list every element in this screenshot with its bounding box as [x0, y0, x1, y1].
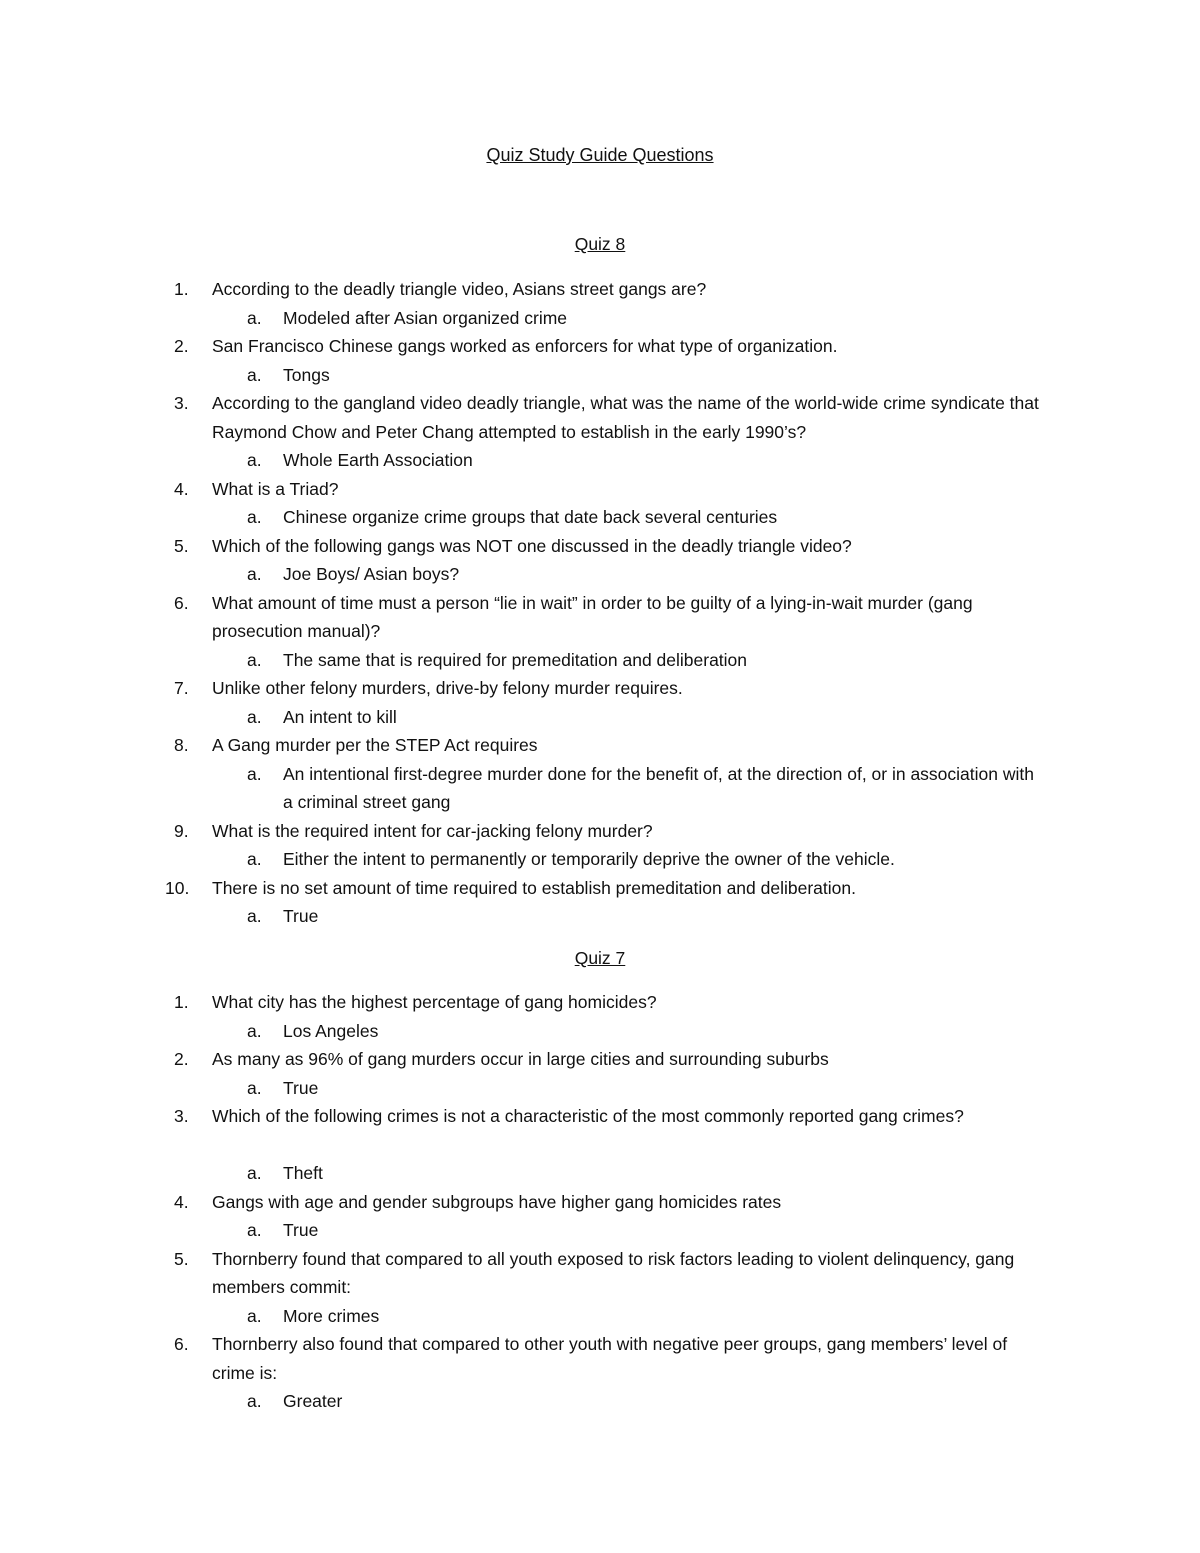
answer-text: True — [283, 906, 319, 926]
question-text: Thornberry also found that compared to other youth with negative peer groups, gang members’ level of crime is: — [212, 1334, 1008, 1383]
question-number: 5. — [174, 535, 189, 556]
question-number: 2. — [174, 336, 189, 356]
question-text: San Francisco Chinese gangs worked as enforcers for what type of organization. — [212, 336, 838, 356]
question-text: What amount of time must a person “lie in wait” in order to be guilty of a lying-in-wait murder (gang prosecution manual)? — [212, 592, 973, 641]
question-number: 1. — [174, 279, 189, 299]
question-text: A Gang murder per the STEP Act requires — [212, 735, 538, 755]
question-number: 3. — [174, 393, 189, 413]
answer-text: True — [283, 1220, 319, 1240]
answer-label: a. — [247, 763, 262, 784]
question-number: 4. — [174, 1191, 189, 1212]
question-text: According to the deadly triangle video, Asians street gangs are? — [212, 279, 707, 299]
answer-label: a. — [247, 564, 262, 584]
answer-text: Theft — [283, 1163, 323, 1183]
question-text: There is no set amount of time required to establish premeditation and deliberation. — [212, 877, 856, 898]
question-number: 4. — [174, 478, 189, 499]
section-heading: Quiz 7 — [574, 948, 626, 968]
answer-text: Either the intent to permanently or temporarily deprive the owner of the vehicle. — [283, 849, 895, 869]
answer-label: a. — [247, 849, 262, 869]
question-text: What is a Triad? — [212, 478, 339, 499]
answer-label: a. — [247, 906, 262, 926]
question-number: 8. — [174, 735, 189, 755]
answer-label: a. — [247, 1220, 262, 1240]
answer-text: An intentional first-degree murder done for the benefit of, at the direction of, or in association with a criminal street gang — [283, 763, 1034, 812]
section-heading: Quiz 8 — [574, 234, 626, 254]
question-text: As many as 96% of gang murders occur in large cities and surrounding suburbs — [212, 1049, 829, 1069]
answer-label: a. — [247, 706, 262, 727]
answer-label: a. — [247, 507, 262, 527]
answer-text: An intent to kill — [283, 706, 397, 727]
question-number: 6. — [174, 1334, 189, 1354]
question-text: According to the gangland video deadly triangle, what was the name of the world-wide crime syndicate that Raymond Chow and Peter Chang attempted to establish in the early 1990’s? — [212, 393, 1039, 442]
document-title: Quiz Study Guide Questions — [486, 145, 714, 165]
answer-text: Los Angeles — [283, 1020, 379, 1041]
answer-text: Chinese organize crime groups that date back several centuries — [283, 507, 778, 527]
question-text: Thornberry found that compared to all youth exposed to risk factors leading to violent delinquency, gang members commit: — [212, 1248, 1015, 1297]
answer-text: Greater — [283, 1391, 343, 1411]
question-number: 7. — [174, 678, 189, 698]
answer-label: a. — [247, 1305, 262, 1326]
question-number: 1. — [174, 992, 189, 1012]
answer-text: Modeled after Asian organized crime — [283, 307, 568, 328]
question-number: 10. — [165, 877, 190, 898]
answer-label: a. — [247, 1163, 262, 1183]
answer-text: Tongs — [283, 364, 330, 385]
answer-label: a. — [247, 649, 262, 670]
answer-label: a. — [247, 364, 262, 385]
answer-text: True — [283, 1077, 319, 1098]
question-number: 6. — [174, 592, 189, 613]
answer-text: Joe Boys/ Asian boys? — [283, 564, 460, 584]
question-number: 5. — [174, 1248, 189, 1269]
question-text: Which of the following crimes is not a characteristic of the most commonly reported gang crimes? — [212, 1106, 964, 1126]
question-text: What city has the highest percentage of gang homicides? — [212, 992, 657, 1012]
answer-text: More crimes — [283, 1305, 380, 1326]
question-text: Which of the following gangs was NOT one discussed in the deadly triangle video? — [212, 535, 852, 556]
question-text: Gangs with age and gender subgroups have higher gang homicides rates — [212, 1191, 782, 1212]
answer-label: a. — [247, 1020, 262, 1041]
answer-label: a. — [247, 450, 262, 470]
answer-text: The same that is required for premeditation and deliberation — [283, 649, 748, 670]
answer-text: Whole Earth Association — [283, 450, 473, 470]
question-number: 2. — [174, 1049, 189, 1069]
question-text: What is the required intent for car-jacking felony murder? — [212, 820, 653, 841]
answer-label: a. — [247, 1077, 262, 1098]
answer-label: a. — [247, 1391, 262, 1411]
question-text: Unlike other felony murders, drive-by felony murder requires. — [212, 678, 683, 698]
question-number: 3. — [174, 1106, 189, 1126]
answer-label: a. — [247, 307, 262, 328]
question-number: 9. — [174, 820, 189, 841]
